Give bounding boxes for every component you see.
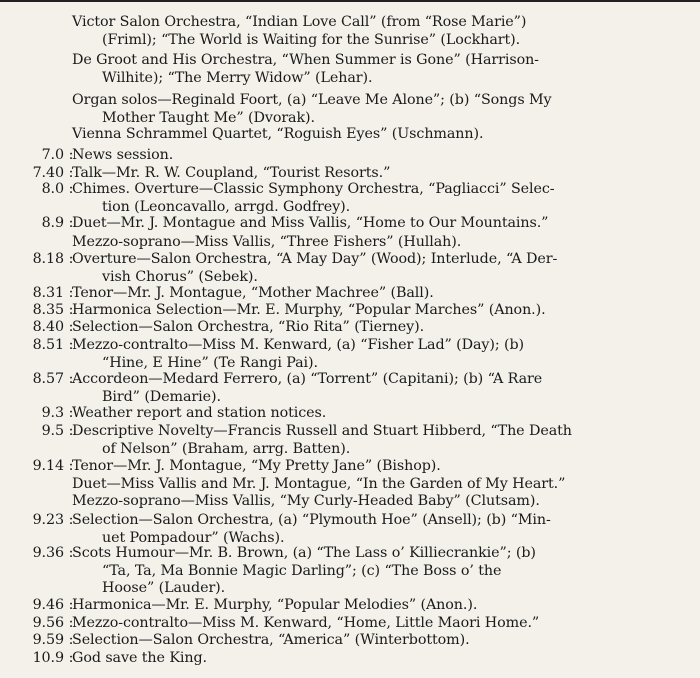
entry-description (72, 615, 676, 633)
entry-description (72, 545, 676, 598)
entry-time: 8.51 (32, 337, 64, 353)
entry-line: Bird” (Demarie). (102, 388, 221, 405)
time-separator: : (68, 597, 74, 613)
entry-line: vish Chorus” (Sebek). (102, 268, 258, 285)
time-separator: : (68, 632, 74, 648)
entry-time: 8.35 (32, 302, 64, 318)
entry-description (72, 512, 676, 547)
time-separator: : (68, 147, 74, 163)
entry-line: Accordeon—Medard Ferrero, (a) “Torrent” (Capitani); (b) “A Rare (72, 371, 543, 387)
entry-time: 9.59 (32, 632, 64, 648)
time-separator: : (68, 165, 74, 181)
entry-time: 8.57 (32, 371, 64, 387)
time-separator: : (68, 512, 74, 528)
entry-description (72, 302, 676, 320)
entry-description (72, 337, 676, 372)
entry-description (72, 423, 676, 458)
entry-time: 7.40 (32, 165, 64, 181)
time-separator: : (68, 285, 74, 301)
entry-time: 9.5 (41, 423, 64, 439)
entry-line: News session. (72, 147, 174, 163)
entry-line: Selection—Salon Orchestra, (a) “Plymouth Hoe” (Ansell); (b) “Min- (72, 512, 551, 528)
entry-description (72, 126, 676, 144)
entry-description (72, 632, 676, 650)
top-rule (0, 0, 700, 8)
entry-line: Duet—Mr. J. Montague and Miss Vallis, “Home to Our Mountains.” (72, 215, 549, 231)
entry-line: Mother Taught Me” (Dvorak). (102, 109, 315, 126)
entry-description (72, 165, 676, 183)
entry-description (72, 215, 676, 233)
time-separator: : (68, 251, 74, 267)
time-separator: : (68, 319, 74, 335)
entry-line: God save the King. (72, 650, 207, 666)
entry-line: Mezzo-soprano—Miss Vallis, “My Curly-Headed Baby” (Clutsam). (72, 493, 540, 509)
entry-line: Victor Salon Orchestra, “Indian Love Call” (from “Rose Marie”) (72, 14, 527, 30)
entry-line: “Hine, E Hine” (Te Rangi Pai). (102, 354, 318, 371)
entry-time: 8.31 (32, 285, 64, 301)
entry-description (72, 92, 676, 127)
entry-description (72, 52, 676, 87)
entry-time: 9.56 (32, 615, 64, 631)
entry-line: Weather report and station notices. (72, 405, 327, 421)
entry-line: Tenor—Mr. J. Montague, “My Pretty Jane” (Bishop). (72, 458, 441, 474)
entry-line: Scots Humour—Mr. B. Brown, (a) “The Lass o’ Killiecrankie”; (b) (72, 545, 536, 561)
entry-line: Mezzo-contralto—Miss M. Kenward, “Home, Little Maori Home.” (72, 615, 540, 631)
entry-description (72, 650, 676, 668)
entry-time: 7.0 (41, 147, 64, 163)
entry-description (72, 493, 676, 511)
entry-description (72, 476, 676, 494)
time-separator: : (68, 615, 74, 631)
entry-description (72, 147, 676, 165)
entry-description (72, 181, 676, 216)
entry-time: 8.40 (32, 319, 64, 335)
entry-time: 9.36 (32, 545, 64, 561)
entry-line: Talk—Mr. R. W. Coupland, “Tourist Resorts.” (72, 165, 391, 181)
entry-description (72, 285, 676, 303)
entry-time: 9.3 (41, 405, 64, 421)
entry-line: Wilhite); “The Merry Widow” (Lehar). (102, 69, 373, 86)
entry-line: Hoose” (Lauder). (102, 580, 226, 597)
time-separator: : (68, 181, 74, 197)
entry-time: 8.9 (41, 215, 64, 231)
time-separator: : (68, 423, 74, 439)
entry-line: Mezzo-contralto—Miss M. Kenward, (a) “Fisher Lad” (Day); (b) (72, 337, 525, 353)
entry-line: Vienna Schrammel Quartet, “Roguish Eyes” (Uschmann). (72, 126, 484, 142)
entry-description (72, 597, 676, 615)
time-separator: : (68, 215, 74, 231)
entry-time: 9.23 (32, 512, 64, 528)
entry-line: uet Pompadour” (Wachs). (102, 529, 285, 546)
entry-line: tion (Leoncavallo, arrgd. Godfrey). (102, 198, 351, 215)
entry-time: 10.9 (32, 650, 64, 666)
time-separator: : (68, 302, 74, 318)
entry-description (72, 319, 676, 337)
time-separator: : (68, 650, 74, 666)
entry-time: 9.14 (32, 458, 64, 474)
entry-line: Tenor—Mr. J. Montague, “Mother Machree” (Ball). (72, 285, 434, 301)
entry-line: Harmonica—Mr. E. Murphy, “Popular Melodies” (Anon.). (72, 597, 478, 613)
entry-description (72, 405, 676, 423)
entry-line: Chimes. Overture—Classic Symphony Orchestra, “Pagliacci” Selec- (72, 181, 555, 197)
entry-line: Organ solos—Reginald Foort, (a) “Leave Me Alone”; (b) “Songs My (72, 92, 552, 108)
time-separator: : (68, 458, 74, 474)
time-separator: : (68, 371, 74, 387)
entry-description (72, 234, 676, 252)
entry-line: Selection—Salon Orchestra, “Rio Rita” (Tierney). (72, 319, 425, 335)
entry-description (72, 251, 676, 286)
entry-line: Descriptive Novelty—Francis Russell and Stuart Hibberd, “The Death (72, 423, 572, 439)
entry-line: Harmonica Selection—Mr. E. Murphy, “Popular Marches” (Anon.). (72, 302, 546, 318)
entry-description (72, 371, 676, 406)
entry-time: 9.46 (32, 597, 64, 613)
entry-line: Duet—Miss Vallis and Mr. J. Montague, “In the Garden of My Heart.” (72, 476, 566, 492)
entry-description (72, 14, 676, 49)
time-separator: : (68, 545, 74, 561)
time-separator: : (68, 405, 74, 421)
entry-time: 8.18 (32, 251, 64, 267)
entry-line: “Ta, Ta, Ma Bonnie Magic Darling”; (c) “The Boss o’ the (102, 562, 502, 579)
entry-description (72, 458, 676, 476)
entry-line: De Groot and His Orchestra, “When Summer is Gone” (Harrison- (72, 52, 539, 68)
time-separator: : (68, 337, 74, 353)
entry-line: Selection—Salon Orchestra, “America” (Winterbottom). (72, 632, 470, 648)
entry-line: Mezzo-soprano—Miss Vallis, “Three Fishers” (Hullah). (72, 234, 462, 250)
entry-time: 8.0 (41, 181, 64, 197)
entry-line: (Friml); “The World is Waiting for the Sunrise” (Lockhart). (102, 31, 521, 48)
entry-line: Overture—Salon Orchestra, “A May Day” (Wood); Interlude, “A Der- (72, 251, 558, 267)
entry-line: of Nelson” (Braham, arrg. Batten). (102, 440, 351, 457)
